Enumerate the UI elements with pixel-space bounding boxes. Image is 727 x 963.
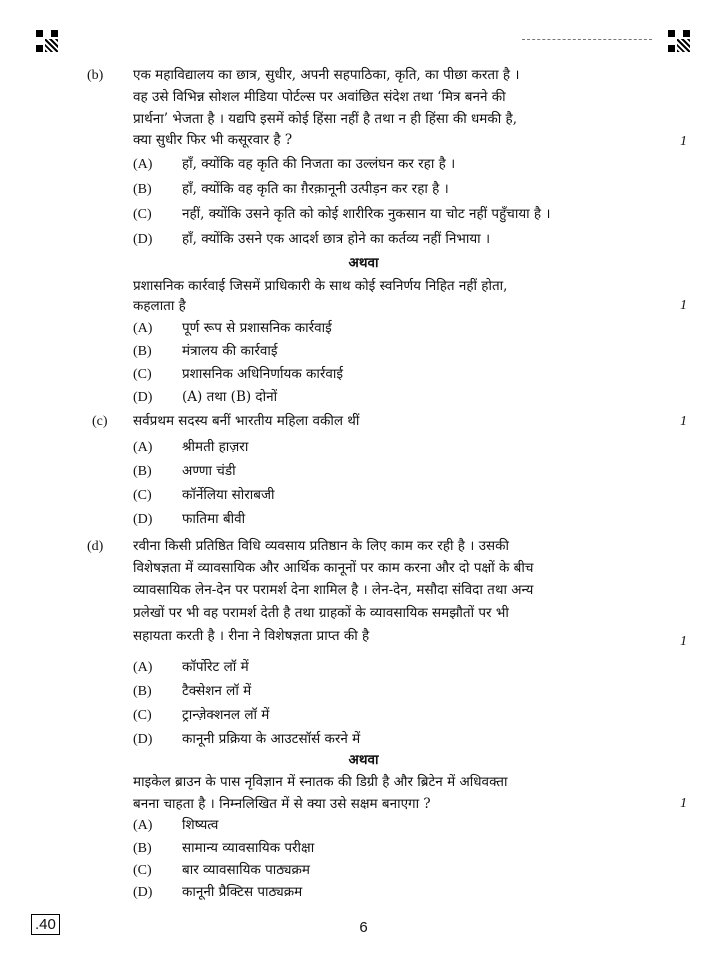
qr-code-left-icon: [35, 29, 59, 53]
question-text-line: एक महाविद्यालय का छात्र, सुधीर, अपनी सहपाठिका, कृति, का पीछा करता है ।: [133, 67, 520, 83]
header-rule: [522, 39, 652, 40]
option-text: सामान्य व्यावसायिक परीक्षा: [182, 840, 315, 856]
question-text-line: माइकेल ब्राउन के पास नृविज्ञान में स्नातक की डिग्री है और ब्रिटेन में अधिवक्ता: [133, 774, 508, 790]
option-key: (C): [133, 708, 152, 723]
question-text-line: कहलाता है: [133, 298, 186, 314]
option-key: (C): [133, 367, 152, 382]
option-key: (C): [133, 488, 152, 503]
option-key: (D): [133, 885, 153, 900]
option-text: ट्रान्ज़ेक्शनल लॉ में: [182, 707, 270, 723]
page-number: 6: [359, 919, 368, 936]
marks: 1: [680, 134, 687, 149]
question-text-line: बनना चाहता है । निम्नलिखित में से क्या उसे सक्षम बनाएगा ?: [133, 796, 431, 812]
or-heading: अथवा: [348, 255, 379, 271]
option-key: (D): [133, 512, 153, 527]
question-text-line: क्या सुधीर फिर भी कसूरवार है ?: [133, 132, 293, 148]
option-text: कॉर्पोरेट लॉ में: [182, 659, 249, 675]
option-key: (A): [133, 660, 153, 675]
option-text: श्रीमती हाज़रा: [182, 439, 249, 455]
question-text-line: प्रलेखों पर भी वह परामर्श देती है तथा ग्राहकों के व्यावसायिक समझौतों पर भी: [133, 605, 509, 621]
question-label: (c): [92, 414, 108, 429]
option-text: (A) तथा (B) दोनों: [182, 389, 278, 405]
option-key: (C): [133, 863, 152, 878]
option-text: पूर्ण रूप से प्रशासनिक कार्रवाई: [182, 320, 332, 336]
or-heading: अथवा: [348, 752, 379, 768]
question-text-line: व्यावसायिक लेन-देन पर परामर्श देना शामिल है । लेन-देन, मसौदा संविदा तथा अन्य: [133, 582, 534, 598]
question-text-line: सहायता करती है । रीना ने विशेषज्ञता प्राप्त की है: [133, 628, 370, 644]
marks: 1: [680, 414, 687, 429]
marks: 1: [680, 634, 687, 649]
option-text: अण्णा चंडी: [182, 463, 236, 479]
option-text: कानूनी प्रैक्टिस पाठ्यक्रम: [182, 884, 303, 900]
option-text: टैक्सेशन लॉ में: [182, 683, 252, 699]
option-key: (C): [133, 207, 152, 222]
option-key: (B): [133, 344, 152, 359]
option-text: हाँ, क्योंकि वह कृति की निजता का उल्लंघन कर रहा है ।: [182, 156, 456, 172]
option-key: (A): [133, 157, 153, 172]
option-text: मंत्रालय की कार्रवाई: [182, 343, 278, 359]
question-text-line: रवीना किसी प्रतिष्ठित विधि व्यवसाय प्रतिष्ठान के लिए काम कर रही है । उसकी: [133, 538, 509, 554]
option-text: बार व्यावसायिक पाठ्यक्रम: [182, 862, 310, 878]
question-label: (d): [87, 539, 104, 554]
question-text-line: सर्वप्रथम सदस्य बनीं भारतीय महिला वकील थीं: [133, 413, 360, 429]
option-text: हाँ, क्योंकि वह कृति का ग़ैरक़ानूनी उत्पीड़न कर रहा है ।: [182, 181, 449, 197]
option-key: (B): [133, 182, 152, 197]
question-text-line: वह उसे विभिन्न सोशल मीडिया पोर्टल्स पर अवांछित संदेश तथा ‘मित्र बनने की: [133, 89, 506, 105]
option-text: प्रशासनिक अधिनिर्णायक कार्रवाई: [182, 366, 343, 382]
option-key: (B): [133, 464, 152, 479]
qr-code-right-icon: [667, 29, 691, 53]
option-key: (A): [133, 440, 153, 455]
option-key: (A): [133, 818, 153, 833]
option-text: शिष्यत्व: [182, 817, 219, 833]
option-key: (A): [133, 321, 153, 336]
option-key: (D): [133, 232, 153, 247]
marks: 1: [680, 796, 687, 811]
option-text: हाँ, क्योंकि उसने एक आदर्श छात्र होने का कर्तव्य नहीं निभाया ।: [182, 231, 491, 247]
option-text: कानूनी प्रक्रिया के आउटसॉर्स करने में: [182, 731, 361, 747]
question-text-line: विशेषज्ञता में व्यावसायिक और आर्थिक कानूनों पर काम करना और दो पक्षों के बीच: [133, 560, 534, 576]
option-text: नहीं, क्योंकि उसने कृति को कोई शारीरिक नुकसान या चोट नहीं पहुँचाया है ।: [182, 206, 551, 222]
paper-code: .40: [31, 914, 60, 935]
option-key: (B): [133, 684, 152, 699]
option-key: (D): [133, 732, 153, 747]
question-label: (b): [87, 68, 104, 83]
marks: 1: [680, 298, 687, 313]
option-key: (B): [133, 841, 152, 856]
question-text-line: प्रार्थना’ भेजता है । यद्यपि इसमें कोई हिंसा नहीं है तथा न ही हिंसा की धमकी है,: [133, 111, 517, 127]
question-text-line: प्रशासनिक कार्रवाई जिसमें प्राधिकारी के साथ कोई स्वनिर्णय निहित नहीं होता,: [133, 278, 508, 294]
option-text: कॉर्नेलिया सोराबजी: [182, 487, 275, 503]
option-key: (D): [133, 390, 153, 405]
option-text: फातिमा बीवी: [182, 511, 246, 527]
